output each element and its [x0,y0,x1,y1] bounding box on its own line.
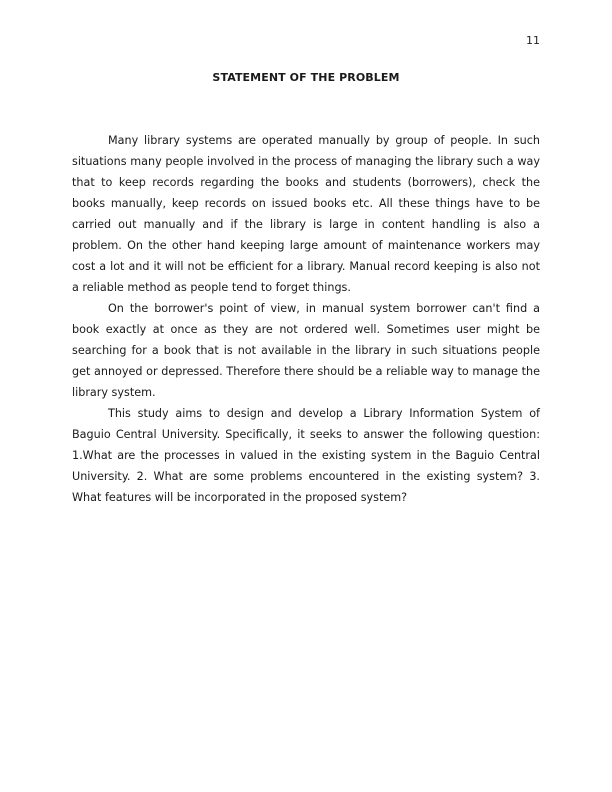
paragraph-study-aims: This study aims to design and develop a Library Information System of Baguio Central University. Specifically, it seeks to answer the following question: 1.What are the processes in valued in the existing system in the Baguio Central University. 2. What are some problems encountered in the existing system? 3. What features will be incorporated in the proposed system? [72,407,540,504]
section-title: STATEMENT OF THE PROBLEM [212,71,400,84]
paragraph-manual-systems: Many library systems are operated manually by group of people. In such situations many people involved in the process of managing the library such a way that to keep records regarding the books and students (borrowers), check the books manually, keep records on issued books etc. All these things have to be carried out manually and if the library is large in content handling is also a problem. On the other hand keeping large amount of maintenance workers may cost a lot and it will not be efficient for a library. Manual record keeping is also not a reliable method as people tend to forget things. [72,134,540,294]
body-text [72,130,540,508]
paragraph-borrower-view: On the borrower's point of view, in manual system borrower can't find a book exactly at once as they are not ordered well. Sometimes user might be searching for a book that is not available in the library in such situations people get annoyed or depressed. Therefore there should be a reliable way to manage the library system. [72,302,540,399]
page-number: 11 [526,34,540,47]
